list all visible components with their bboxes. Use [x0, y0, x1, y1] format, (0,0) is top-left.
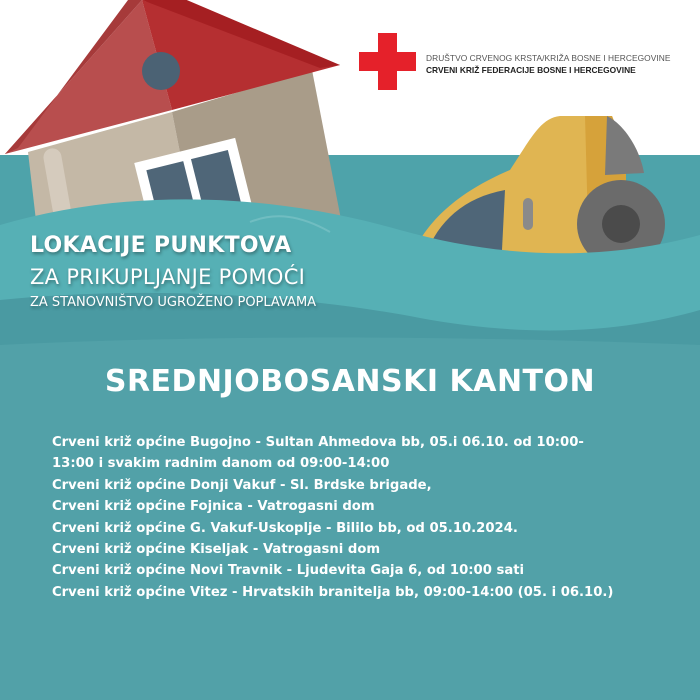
- location-item: Crveni križ općine Vitez - Hrvatskih branitelja bb, 09:00-14:00 (05. i 06.10.): [52, 584, 614, 600]
- car-headlight: [605, 116, 644, 175]
- location-item: Crveni križ općine G. Vakuf-Uskoplje - Bililo bb, od 05.10.2024.: [52, 520, 518, 536]
- red-cross-icon: [359, 33, 416, 90]
- location-item: 13:00 i svakim radnim danom od 09:00-14:00: [52, 456, 390, 472]
- headline: [30, 232, 316, 313]
- organization-name-line2: CRVENI KRIŽ FEDERACIJE BOSNE I HERCEGOVINE: [426, 65, 636, 75]
- car-handle: [523, 198, 533, 230]
- car-wheel-hub: [602, 205, 640, 243]
- location-item: Crveni križ općine Kiseljak - Vatrogasni dom: [52, 542, 381, 558]
- red-cross-logo: [359, 33, 679, 91]
- location-item: Crveni križ općine Novi Travnik - Ljudevita Gaja 6, od 10:00 sati: [52, 563, 525, 579]
- organization-name: [426, 52, 671, 76]
- organization-name-line1: DRUŠTVO CRVENOG KRSTA/KRIŽA BOSNE I HERCEGOVINE: [426, 53, 671, 63]
- headline-title: LOKACIJE PUNKTOVA: [30, 233, 292, 258]
- location-list: [52, 432, 662, 603]
- region-title: SREDNJOBOSANSKI KANTON: [104, 364, 596, 399]
- headline-subtitle: ZA PRIKUPLJANJE POMOĆI: [30, 265, 306, 289]
- headline-tagline: ZA STANOVNIŠTVO UGROŽENO POPLAVAMA: [30, 295, 317, 310]
- house-attic-window: [142, 52, 180, 90]
- location-item: Crveni križ općine Donji Vakuf - Sl. Brdske brigade,: [52, 477, 432, 493]
- location-item: Crveni križ općine Fojnica - Vatrogasni dom: [52, 499, 375, 515]
- location-item: Crveni križ općine Bugojno - Sultan Ahmedova bb, 05.i 06.10. od 10:00-: [52, 435, 584, 450]
